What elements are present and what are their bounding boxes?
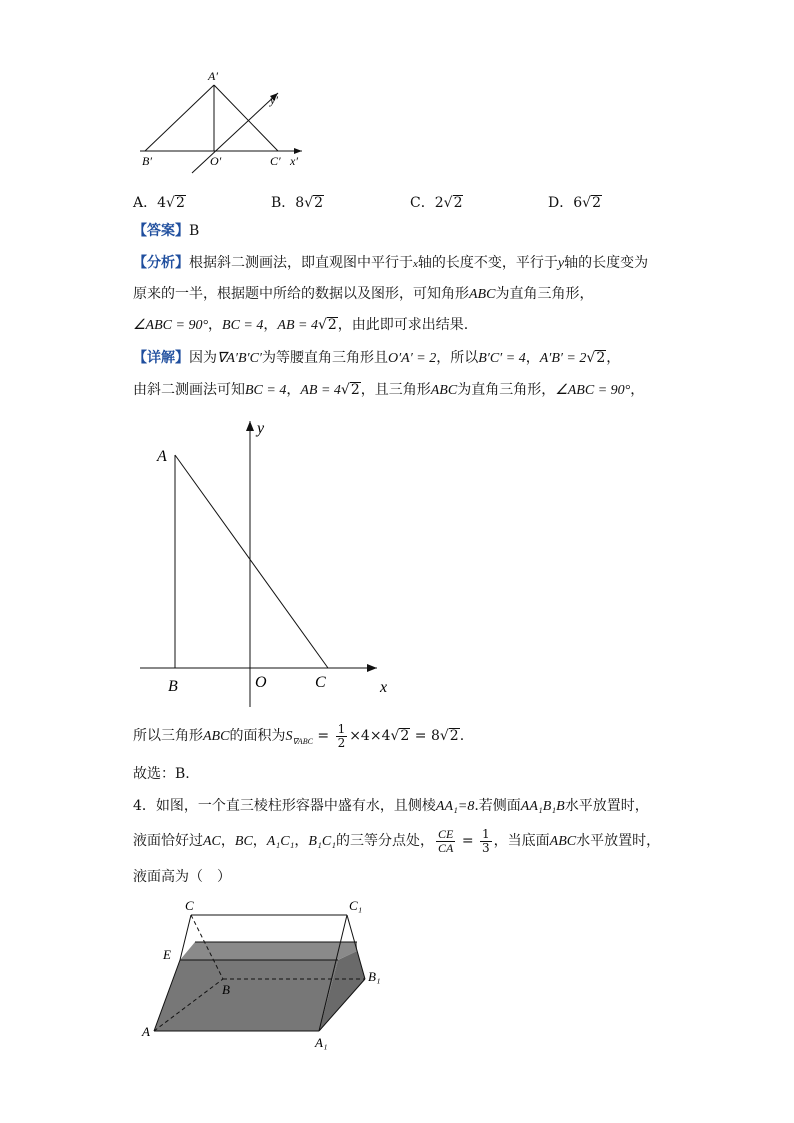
q4-eq: = xyxy=(457,833,479,849)
label-a: A xyxy=(157,448,167,465)
label-y-prime: y′ xyxy=(270,93,278,107)
area-frac-num: 1 xyxy=(337,721,346,736)
figure-original-triangle xyxy=(135,415,405,710)
detail-comma-2: ， xyxy=(606,350,621,366)
area-end: . xyxy=(459,728,465,744)
q4-abc: ABC xyxy=(549,834,577,849)
area-frac-den: 2 xyxy=(337,735,346,750)
y-prime-axis xyxy=(192,93,278,173)
area-text-1: 所以三角形 xyxy=(133,728,203,744)
detail-ab-rad: 2 xyxy=(596,350,606,366)
option-c-rad: 2 xyxy=(453,195,463,211)
option-d-rad: 2 xyxy=(592,195,601,211)
answer-value: B xyxy=(189,223,200,239)
detail-oa: O′A′ = 2 xyxy=(388,351,437,366)
area-abc: ABC xyxy=(203,729,230,744)
figure-prism-container xyxy=(135,895,395,1055)
q4-line-1 xyxy=(133,796,649,817)
label-c-prime: C′ xyxy=(270,154,281,168)
figure-oblique-view xyxy=(130,66,310,176)
area-eq2: = 8 xyxy=(410,728,440,744)
detail-tag: 【详解】 xyxy=(133,350,189,366)
label-b-prime: B′ xyxy=(142,154,152,168)
q4-value-frac xyxy=(480,828,492,855)
detail-text-6: 为直角三角形， xyxy=(457,382,556,398)
analysis-text-3: 轴的长度变为 xyxy=(564,255,649,271)
q4-value-num: 1 xyxy=(482,826,490,841)
area-s: S xyxy=(285,729,293,744)
q4-comma-1: ， xyxy=(220,833,235,849)
analysis-text-4: 原来的一半，根据题中所给的数据以及图形，可知角形 xyxy=(133,286,469,302)
label-a1: A₁ xyxy=(315,1035,328,1050)
label-y: y xyxy=(257,420,265,437)
detail-text-1: 因为 xyxy=(189,350,217,366)
option-c[interactable]: C．2√2 xyxy=(410,195,463,211)
analysis-comma-2: ， xyxy=(263,317,278,333)
detail-bc-2: BC = 4 xyxy=(245,383,287,398)
q4-text-7: 水平放置时， xyxy=(576,833,661,849)
q4-line-2 xyxy=(133,826,660,857)
detail-line-2: 由斜二测画法可知BC = 4，AB = 4√2，且三角形ABC为直角三角形，∠ABC = 90°， xyxy=(133,382,645,398)
q4-aa1: AA₁=8 xyxy=(435,799,475,814)
answer-line xyxy=(133,221,199,241)
q4-line-3: 液面高为（ ） xyxy=(133,869,231,885)
analysis-text-2: 轴的长度不变，平行于 xyxy=(417,255,558,271)
y-axis-arrow xyxy=(246,421,254,431)
q4-text-3: 水平放置时， xyxy=(564,798,649,814)
analysis-ab: AB = 4 xyxy=(277,318,318,333)
label-b1: B₁ xyxy=(368,969,381,984)
q4-value-den: 3 xyxy=(482,840,490,855)
analysis-x: x xyxy=(413,258,418,270)
detail-text-2: 为等腰直角三角形且 xyxy=(262,350,388,366)
label-x-prime: x′ xyxy=(290,154,298,168)
x-axis-arrow xyxy=(367,664,377,672)
detail-ab-2: AB = 4 xyxy=(300,383,341,398)
area-line: 所以三角形ABC的面积为$S_{\nabla ABC}$ = $\frac{1}{2}$ ×4×4√2 = 8√2. xyxy=(133,721,465,750)
answer-tag: 【答案】 xyxy=(133,223,189,239)
water-top-face xyxy=(180,942,357,960)
label-x: x xyxy=(380,679,388,696)
side-ac xyxy=(214,85,278,151)
detail-text-4: 由斜二测画法可知 xyxy=(133,382,245,398)
area-mid: ×4×4 xyxy=(349,728,391,744)
detail-ab-2-rad: 2 xyxy=(350,382,360,398)
analysis-line-3: ∠ABC = 90°，BC = 4，AB = 4√2，由此即可求出结果. xyxy=(133,317,469,333)
q4-b1c1: B₁C₁ xyxy=(308,834,337,849)
detail-triangle: ∇A′B′C′ xyxy=(217,351,262,366)
option-b-coef: 8 xyxy=(295,195,305,211)
option-b[interactable]: B．8√2 xyxy=(271,195,324,211)
analysis-ab-rad: 2 xyxy=(327,317,337,333)
detail-comma-3: ， xyxy=(286,382,301,398)
area-rad-1: 2 xyxy=(400,728,410,744)
q4-text-2: .若侧面 xyxy=(474,798,521,814)
label-b: B xyxy=(222,982,230,997)
analysis-bc: BC = 4 xyxy=(222,318,264,333)
q4-a1c1: A₁C₁ xyxy=(266,834,295,849)
area-text-2: 的面积为 xyxy=(229,728,286,744)
q4-ratio-den: CA xyxy=(438,840,454,855)
analysis-tag: 【分析】 xyxy=(133,255,189,271)
q4-ratio-frac xyxy=(436,828,455,855)
q4-text-1: 4．如图，一个直三棱柱形容器中盛有水，且侧棱 xyxy=(133,798,436,814)
option-a-rad: 2 xyxy=(175,195,185,211)
analysis-text-1: 根据斜二测画法，即直观图中平行于 xyxy=(189,255,413,271)
label-a-prime: A′ xyxy=(208,69,218,83)
analysis-abc: ABC xyxy=(469,287,496,302)
option-d-coef: 6 xyxy=(573,195,583,211)
option-d[interactable]: D．6√2 xyxy=(548,195,601,211)
option-a[interactable]: A．4√2 xyxy=(133,195,185,211)
option-d-letter: D． xyxy=(548,195,574,211)
q4-text-6: ，当底面 xyxy=(493,833,550,849)
q4-text-4: 液面恰好过 xyxy=(133,833,203,849)
option-a-letter: A． xyxy=(133,195,158,211)
q4-bc: BC xyxy=(234,834,253,849)
q4-comma-3: ， xyxy=(294,833,309,849)
q4-ratio-num: CE xyxy=(438,826,454,841)
q4-text-5: 的三等分点处， xyxy=(336,833,435,849)
detail-text-3: ，所以 xyxy=(436,350,479,366)
detail-line-1: 【详解】因为∇A′B′C′为等腰直角三角形且O′A′ = 2，所以B′C′ = 4，A′B′ = 2√2， xyxy=(133,350,621,366)
option-c-letter: C． xyxy=(410,195,435,211)
analysis-text-5: 为直角三角形， xyxy=(495,286,594,302)
analysis-line-1 xyxy=(133,253,648,274)
detail-bc: B′C′ = 4 xyxy=(478,351,526,366)
area-frac xyxy=(336,723,348,750)
option-b-rad: 2 xyxy=(314,195,324,211)
area-sub: ∇ABC xyxy=(292,736,313,746)
analysis-text-6: ，由此即可求出结果. xyxy=(337,317,469,333)
analysis-angle: ∠ABC = 90° xyxy=(133,318,209,333)
q4-comma-2: ， xyxy=(252,833,267,849)
label-a: A xyxy=(142,1024,150,1039)
detail-abc: ABC xyxy=(430,383,458,398)
choose-line: 故选：B. xyxy=(133,766,190,782)
label-o: O xyxy=(255,674,267,691)
label-o-prime: O′ xyxy=(210,154,222,168)
analysis-y: y xyxy=(557,256,565,271)
area-eq: = xyxy=(312,728,334,744)
area-rad-2: 2 xyxy=(449,728,459,744)
label-c1: C₁ xyxy=(349,898,363,913)
label-c: C xyxy=(185,898,194,913)
q4-ac: AC xyxy=(203,834,221,849)
detail-ab: A′B′ = 2 xyxy=(539,351,587,366)
analysis-comma-1: ， xyxy=(208,317,223,333)
label-e: E xyxy=(163,947,171,962)
detail-angle: ∠ABC = 90° xyxy=(555,383,631,398)
option-b-letter: B． xyxy=(271,195,296,211)
analysis-line-2 xyxy=(133,284,593,305)
detail-comma-4: ， xyxy=(630,382,645,398)
detail-text-5: ，且三角形 xyxy=(360,382,431,398)
option-c-coef: 2 xyxy=(434,195,444,211)
side-ab xyxy=(145,85,214,151)
q4-face: AA₁B₁B xyxy=(520,799,565,814)
detail-comma-1: ， xyxy=(525,350,540,366)
option-a-coef: 4 xyxy=(157,195,167,211)
side-ac xyxy=(175,455,328,668)
water-front-face xyxy=(154,960,338,1031)
label-b: B xyxy=(168,678,178,695)
label-c: C xyxy=(315,674,326,691)
